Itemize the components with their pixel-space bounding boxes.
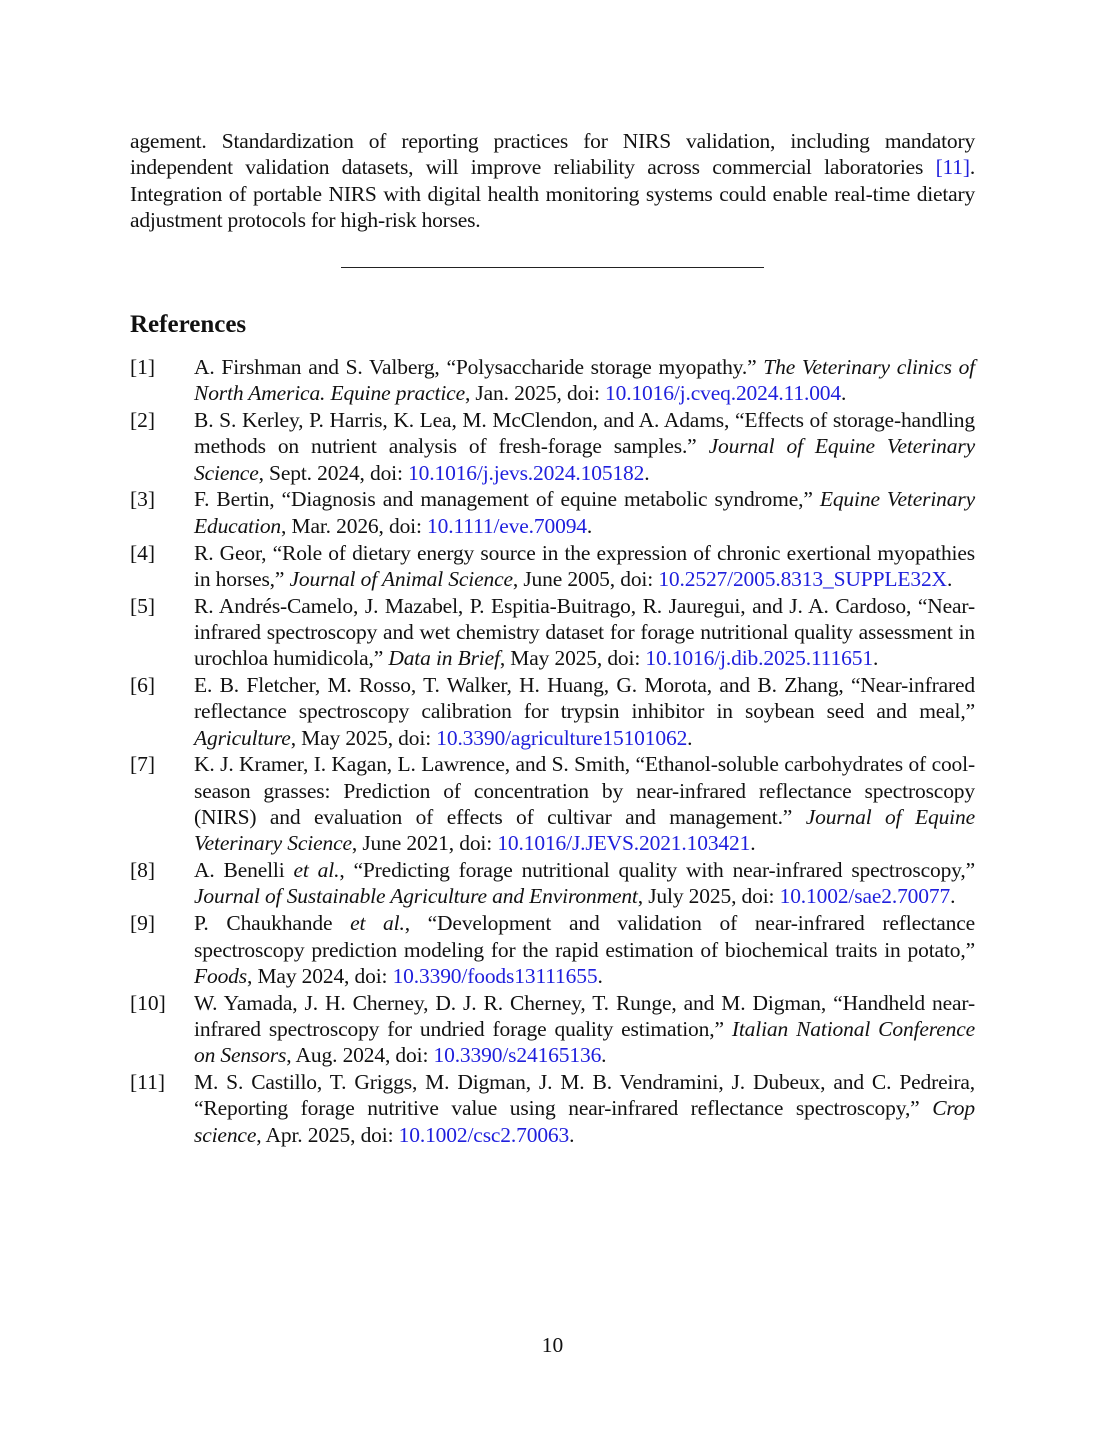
reference-authors-title: F. Bertin, “Diagnosis and management of equine metabolic syndrome,” [194, 487, 820, 512]
reference-venue: Journal of Equine Veterinary Science [194, 434, 975, 485]
reference-number: [9] [130, 911, 156, 936]
doi-link[interactable]: 10.1016/j.jevs.2024.105182 [408, 460, 645, 485]
reference-text: R. Andrés-Camelo, J. Mazabel, P. Espitia-Buitrago, R. Jauregui, and J. A. Cardoso, “Near-infrared spectroscopy and wet chemistry dataset for forage nutritional quality assessment in urochloa humidicola,” Data in Brief, May 2025, doi: 10.1016/j.dib.2025.111651. [194, 593, 975, 671]
reference-item-4 [130, 540, 975, 593]
doi-link[interactable]: 10.1111/eve.70094 [427, 513, 587, 538]
doi-link[interactable]: 10.1002/csc2.70063 [398, 1122, 570, 1147]
reference-item-10 [130, 990, 975, 1069]
reference-venue: Italian National Conference on Sensors [194, 1016, 975, 1068]
reference-date: , Sept. 2024, doi: [258, 460, 409, 485]
closing-paragraph [130, 128, 975, 233]
reference-venue: Journal of Sustainable Agriculture and Environment [194, 884, 638, 909]
reference-text: F. Bertin, “Diagnosis and management of equine metabolic syndrome,” Equine Veterinary Education, Mar. 2026, doi: 10.1111/eve.70094. [194, 487, 975, 538]
reference-number: [1] [130, 355, 156, 379]
et-al: et al. [293, 858, 340, 883]
reference-text: K. J. Kramer, I. Kagan, L. Lawrence, and S. Smith, “Ethanol-soluble carbohydrates of cool-season grasses: Prediction of concentration by near-infrared reflectance spectroscopy (NIRS) and evaluation of effects of cultivar and management.” Journal of Equine Veterinary Science, June 2021, doi: 10.1016/J.JEVS.2021.103421. [194, 752, 975, 856]
doi-link[interactable]: 10.1002/sae2.70077 [779, 884, 951, 909]
reference-item-3 [130, 486, 975, 539]
reference-authors-title: E. B. Fletcher, M. Rosso, T. Walker, H. Huang, G. Morota, and B. Zhang, “Near-infrared reflectance spectroscopy calibration for trypsin inhibitor in soybean seed and meal,” [194, 673, 975, 724]
citation-link-11[interactable]: [11] [935, 155, 970, 180]
reference-number: [4] [130, 540, 156, 565]
reference-text: P. Chaukhande et al., “Development and validation of near-infrared reflectance spectroscopy prediction modeling for the rapid estimation of biochemical traits in potato,” Foods, May 2024, doi: 10.3390/foods13111655. [194, 911, 976, 988]
reference-authors-title: M. S. Castillo, T. Griggs, M. Digman, J. M. B. Vendramini, J. Dubeux, and C. Pedreira, “Reporting forage nutritive value using near-infrared reflectance spectroscopy,” [194, 1070, 975, 1121]
references-heading: References [130, 311, 247, 338]
reference-text: M. S. Castillo, T. Griggs, M. Digman, J. M. B. Vendramini, J. Dubeux, and C. Pedreira, “Reporting forage nutritive value using near-infrared reflectance spectroscopy,” Crop science, Apr. 2025, doi: 10.1002/csc2.70063. [194, 1070, 975, 1147]
reference-venue: Equine Veterinary Education [194, 487, 975, 538]
doi-link[interactable]: 10.1016/J.JEVS.2021.103421 [497, 831, 751, 856]
reference-title: , “Predicting forage nutritional quality with near-infrared spectroscopy,” [339, 858, 975, 883]
reference-item-1 [130, 354, 975, 407]
doi-link[interactable]: 10.3390/foods13111655 [392, 963, 598, 988]
reference-authors-title: W. Yamada, J. H. Cherney, D. J. R. Cherney, T. Runge, and M. Digman, “Handheld near-infrared spectroscopy for undried forage quality estimation,” [194, 990, 975, 1041]
reference-text: B. S. Kerley, P. Harris, K. Lea, M. McClendon, and A. Adams, “Effects of storage-handling methods on nutrient analysis of fresh-forage samples.” Journal of Equine Veterinary Science, Sept. 2024, doi: 10.1016/j.jevs.2024.105182. [194, 408, 975, 485]
reference-venue: Agriculture [194, 725, 291, 750]
body-text [130, 128, 975, 233]
reference-venue: The Veterinary clinics of North America. Equine practice [194, 355, 976, 406]
reference-item-7 [130, 751, 975, 856]
reference-item-11 [130, 1069, 975, 1148]
reference-venue: Data in Brief [388, 646, 500, 671]
doi-link[interactable]: 10.3390/agriculture15101062 [436, 725, 688, 750]
paragraph-text: agement. Standardization of reporting practices for NIRS validation, including mandatory independent validation datasets, will improve reliability across commercial laboratories [130, 129, 975, 180]
reference-date: , July 2025, doi: [637, 884, 780, 909]
reference-date: , May 2025, doi: [290, 725, 437, 750]
reference-date: , May 2024, doi: [247, 963, 393, 988]
doi-link[interactable]: 10.1016/j.cveq.2024.11.004 [605, 381, 841, 406]
reference-number: [11] [130, 1070, 166, 1095]
reference-title: , “Development and validation of near-infrared reflectance spectroscopy prediction modeling for the rapid estimation of biochemical traits in potato,” [194, 911, 976, 962]
reference-authors-title: R. Geor, “Role of dietary energy source in the expression of chronic exertional myopathies in horses,” [194, 540, 975, 591]
reference-venue: Journal of Equine Veterinary Science [194, 805, 975, 856]
reference-date: , Apr. 2025, doi: [256, 1122, 399, 1147]
section-divider [341, 267, 764, 268]
reference-authors: A. Benelli [194, 858, 294, 883]
reference-date: , Jan. 2025, doi: [464, 381, 606, 406]
doi-link[interactable]: 10.3390/s24165136 [433, 1043, 602, 1068]
reference-number: [5] [130, 593, 156, 618]
reference-date: , June 2005, doi: [512, 566, 659, 591]
reference-item-6 [130, 672, 975, 751]
reference-venue: Crop science [194, 1096, 975, 1147]
reference-number: [6] [130, 673, 156, 698]
reference-number: [2] [130, 408, 156, 433]
reference-authors-title: B. S. Kerley, P. Harris, K. Lea, M. McClendon, and A. Adams, “Effects of storage-handling methods on nutrient analysis of fresh-forage samples.” [194, 408, 975, 459]
doi-link[interactable]: 10.2527/2005.8313_SUPPLE32X [658, 566, 947, 591]
reference-date: , Aug. 2024, doi: [286, 1043, 434, 1068]
reference-number: [8] [130, 858, 156, 883]
reference-text: E. B. Fletcher, M. Rosso, T. Walker, H. Huang, G. Morota, and B. Zhang, “Near-infrared reflectance spectroscopy calibration for trypsin inhibitor in soybean seed and meal,” Agriculture, May 2025, doi: 10.3390/agriculture15101062. [194, 673, 975, 750]
reference-authors-title: K. J. Kramer, I. Kagan, L. Lawrence, and S. Smith, “Ethanol-soluble carbohydrates of cool-season grasses: Prediction of concentration by near-infrared reflectance spectroscopy (NIRS) and evaluation of effects of cultivar and management.” [194, 752, 975, 830]
paragraph-text: . Integration of portable NIRS with digital health monitoring systems could enable real-time dietary adjustment protocols for high-risk horses. [130, 155, 975, 232]
reference-authors: P. Chaukhande [194, 911, 351, 936]
doi-link[interactable]: 10.1016/j.dib.2025.111651 [645, 646, 873, 671]
reference-number: [10] [130, 990, 166, 1015]
reference-text: W. Yamada, J. H. Cherney, D. J. R. Cherney, T. Runge, and M. Digman, “Handheld near-infrared spectroscopy for undried forage quality estimation,” Italian National Conference on Sensors, Aug. 2024, doi: 10.3390/s24165136. [194, 990, 975, 1068]
reference-number: [7] [130, 752, 156, 777]
reference-text: R. Geor, “Role of dietary energy source in the expression of chronic exertional myopathies in horses,” Journal of Animal Science, June 2005, doi: 10.2527/2005.8313_SUPPLE32X. [194, 540, 975, 591]
et-al: et al. [350, 911, 405, 936]
reference-text: A. Benelli et al., “Predicting forage nutritional quality with near-infrared spectroscopy,” Journal of Sustainable Agriculture and Environment, July 2025, doi: 10.1002/sae2.70077. [194, 858, 975, 909]
reference-date: , Mar. 2026, doi: [281, 513, 428, 538]
reference-date: , May 2025, doi: [499, 646, 646, 671]
reference-authors-title: A. Firshman and S. Valberg, “Polysaccharide storage myopathy.” [194, 355, 764, 379]
reference-item-8 [130, 857, 975, 910]
reference-venue: Foods [194, 963, 248, 988]
reference-text: A. Firshman and S. Valberg, “Polysaccharide storage myopathy.” The Veterinary clinics of North America. Equine practice, Jan. 2025, doi: 10.1016/j.cveq.2024.11.004. [194, 355, 976, 406]
reference-authors-title: R. Andrés-Camelo, J. Mazabel, P. Espitia-Buitrago, R. Jauregui, and J. A. Cardoso, “Near-infrared spectroscopy and wet chemistry dataset for forage nutritional quality assessment in urochloa humidicola,” [194, 593, 975, 671]
reference-item-2 [130, 407, 975, 486]
reference-item-9 [130, 910, 975, 989]
reference-number: [3] [130, 487, 156, 512]
reference-item-5 [130, 593, 975, 672]
reference-date: , June 2021, doi: [351, 831, 498, 856]
reference-venue: Journal of Animal Science [289, 566, 513, 591]
page-number: 10 [541, 1333, 564, 1357]
reference-list [130, 354, 975, 1148]
